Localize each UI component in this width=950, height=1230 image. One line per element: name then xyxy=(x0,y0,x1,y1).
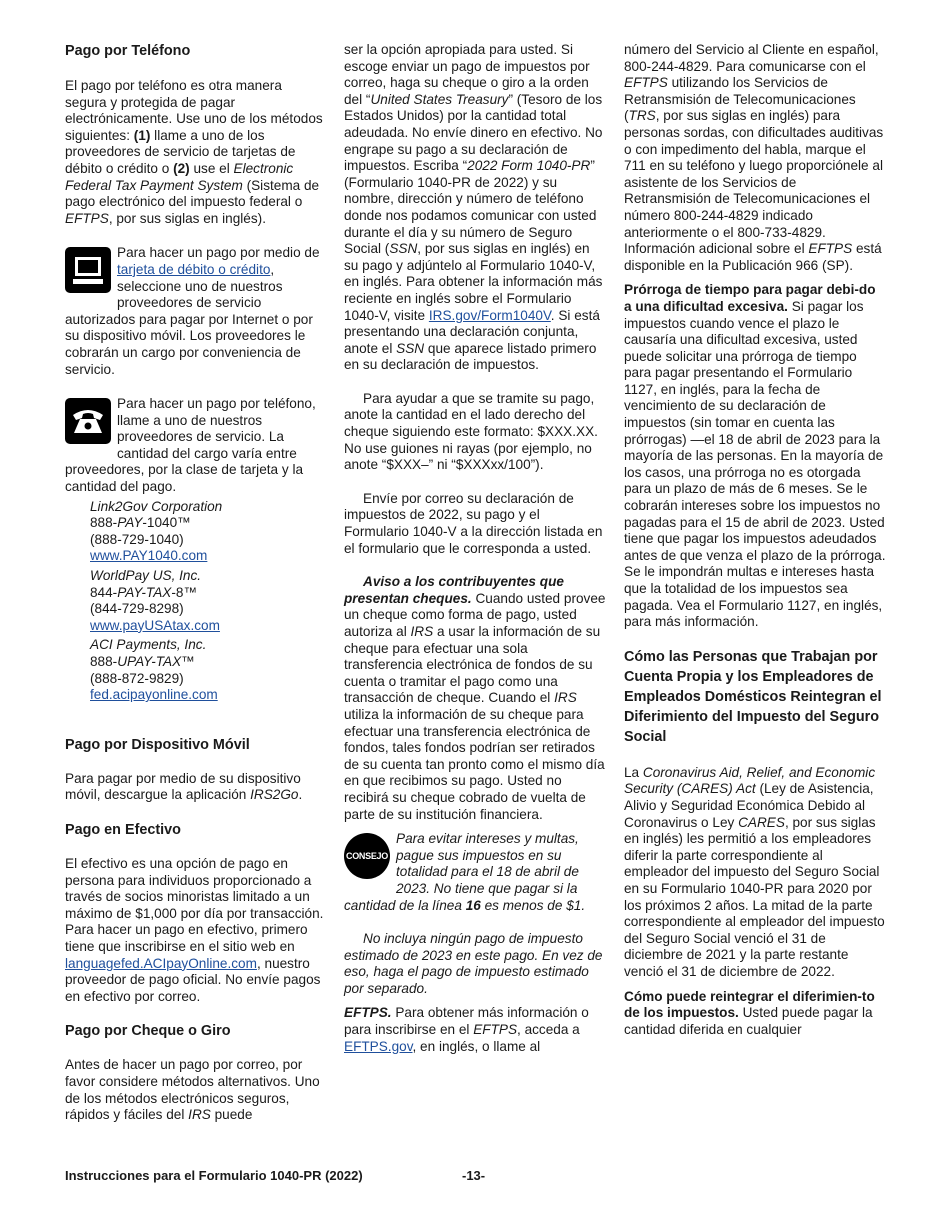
provider-3-link[interactable]: fed.acipayonline.com xyxy=(90,687,218,703)
heading-check-payment: Pago por Cheque o Giro xyxy=(65,1023,231,1040)
provider-list xyxy=(65,499,327,704)
cash-payment-link[interactable]: languagefed.ACIpayOnline.com xyxy=(65,955,257,971)
paragraph-cash: El efectivo es una opción de pago en persona para individuos proporcionado a través de socios minoristas limitado a un máximo de $1,000 por día por transacción. Para hacer un pago en efectivo, primero tiene que inscribirse en el sitio web en languagefed.ACIpayOnline.com, nuestro proveedor de pago oficial. No envíe pagos en efectivo por correo. xyxy=(65,855,324,1004)
phone-call-block xyxy=(65,396,327,496)
heading-mobile-payment: Pago por Dispositivo Móvil xyxy=(65,736,250,753)
paragraph-mobile: Para pagar por medio de su dispositivo móvil, descargue la aplicación IRS2Go. xyxy=(65,770,303,803)
eftps-link[interactable]: EFTPS.gov xyxy=(344,1038,413,1054)
paragraph-estimated-tax: No incluya ningún pago de impuesto estimado de 2023 en este pago. En vez de eso, haga el pago de impuesto estimado por separado. xyxy=(344,931,603,996)
heading-cash-payment: Pago en Efectivo xyxy=(65,821,181,838)
column-2 xyxy=(344,42,606,1055)
paragraph-phone-intro: El pago por teléfono es otra manera segura y protegida de pagar electrónicamente. Use uno de los métodos siguientes: (1) llame a uno de los proveedores de servicio de tarjetas de débito o crédito o (2) use el Electronic Federal Tax Payment System (Sistema de pago electrónico del impuesto federal o EFTPS, por sus siglas en inglés). xyxy=(65,78,323,226)
column-3 xyxy=(624,42,886,1038)
footer-title: Instrucciones para el Formulario 1040-PR (2022) xyxy=(65,1168,363,1183)
paragraph-card-payment: Para hacer un pago por medio de tarjeta de débito o crédito, seleccione uno de nuestros proveedores de servicio autorizados para pagar por Internet o por su dispositivo móvil. Los proveedores le cobrarán un cargo por conveniencia de servicio. xyxy=(65,245,320,377)
paragraph-check-instructions: ser la opción apropiada para usted. Si escoge enviar un pago de impuestos por correo, haga su cheque o giro a la orden del “United States Treasury” (Tesoro de los Estados Unidos) por la cantidad total adeudada. No envíe dinero en efectivo. No engrape su pago a su declaración de impuestos. Escriba “2022 Form 1040-PR” (Formulario 1040-PR de 2022) y su nombre, dirección y número de teléfono donde nos podamos comunicar con usted durante el día y su número de Seguro Social (SSN, por sus siglas en inglés) en su pago y adjúntelo al Formulario 1040-V, en inglés. Para obtener la información más reciente en inglés sobre el Formulario 1040-V, visite IRS.gov/Form1040V. Si está presentando una declaración conjunta, anote el SSN que aparece listado primero en su declaración de impuestos. xyxy=(344,42,603,373)
paragraph-hardship-extension: Prórroga de tiempo para pagar debi-do a una dificultad excesiva. Si pagar los impuestos cuando vence el plazo le causaría una dificultad excesiva, usted puede solicitar una prórroga de tiempo para pagar presentando el Formulario 1127, en inglés, para la fecha de vencimiento de su declaración de impuestos (sin tomar en cuenta las prórrogas) —el 18 de abril de 2023 para la mayoría de las personas. En la mayoría de los casos, una prórroga no es otorgada para un plazo de más de 6 meses. Se le cobrarán intereses sobre los impuestos no pagadas para el 15 de abril de 2023. Usted tiene que pagar los impuestos adeudados antes de que venza el plazo de la prórroga. Se le impondrán multas e intereses hasta que la totalidad de los impuestos sea pagada. Vea el Formulario 1127, en inglés, para más información. xyxy=(624,282,886,630)
column-1 xyxy=(65,42,327,1124)
card-payment-block xyxy=(65,245,327,378)
tip-block xyxy=(344,831,606,914)
paragraph-mail-return: Envíe por correo su declaración de impuestos de 2022, su pago y el Formulario 1040-V a la dirección listada en el formulario que le corresponda a usted. xyxy=(344,490,603,556)
paragraph-amount-format: Para ayudar a que se tramite su pago, anote la cantidad en el lado derecho del cheque siguiendo este formato: $XXX.XX. No use guiones ni rayas (por ejemplo, no anote “$XXX–” ni “$XXXxx/100”). xyxy=(344,390,598,473)
card-payment-link[interactable]: tarjeta de débito o crédito xyxy=(117,261,271,277)
form-1040v-link[interactable]: IRS.gov/Form1040V xyxy=(428,307,551,323)
paragraph-check-notice: Aviso a los contribuyentes que presentan cheques. Cuando usted provee un cheque como forma de pago, usted autoriza al IRS a usar la información de su cheque para efectuar una sola transferencia electrónica de fondos de su cuenta o tramitar el pago como una transacción de cheque. Cuando el IRS utiliza la información de su cheque para efectuar una transferencia electrónica de fondos, tales fondos podrían ser retirados de su cuenta tan pronto como el mismo día en que recibimos su pago. Usted no recibirá su cheque cobrado de vuelta de parte de su institución financiera. xyxy=(344,574,606,822)
provider-1: Link2Gov Corporation 888-PAY-1040™ (888-729-1040) www.PAY1040.com xyxy=(90,498,223,564)
page-number: -13- xyxy=(462,1168,486,1183)
tip-text: Para evitar intereses y multas, pague sus impuestos en su totalidad para el 18 de abril de 2023. No tiene que pagar si la cantidad de la línea 16 es menos de $1. xyxy=(344,831,586,913)
paragraph-eftps-contact: número del Servicio al Cliente en español, 800-244-4829. Para comunicarse con el EFTPS utilizando los Servicios de Retransmisión de Telecomunicaciones (TRS, por sus siglas en inglés) para personas sordas, con dificultades auditivas o con impedimento del habla, marque el 711 en su teléfono y luego proporciónele al asistente de los Servicios de Retransmisión de Telecomunicaciones el número 800-244-4829 indicado anteriormente o el 800-733-4829. Información adicional sobre el EFTPS está disponible en la Publicación 966 (SP). xyxy=(624,42,884,273)
provider-1-link[interactable]: www.PAY1040.com xyxy=(90,548,208,564)
paragraph-repay-deferral: Cómo puede reintegrar el diferimien-to de los impuestos. Usted puede pagar la cantidad diferida en cualquier xyxy=(624,988,875,1037)
paragraph-cares-act: La Coronavirus Aid, Relief, and Economic Security (CARES) Act (Ley de Asistencia, Alivio y Seguridad Económica Debido al Coronavirus o Ley CARES, por sus siglas en inglés) les permitió a los empleadores diferir la parte correspondiente al empleador del impuesto del Seguro Social en su Formulario 1040-PR para 2020 por los próximos 2 años. La mitad de la parte correspondiente al empleador del impuesto del Seguro Social venció el 31 de diciembre de 2021 y la parte restante venció el 31 de diciembre de 2022. xyxy=(624,764,885,979)
computer-icon xyxy=(65,247,111,293)
provider-3: ACI Payments, Inc. 888-UPAY-TAX™ (888-872-9829) fed.acipayonline.com xyxy=(90,637,218,703)
provider-2: WorldPay US, Inc. 844-PAY-TAX-8™ (844-729-8298) www.payUSAtax.com xyxy=(90,568,220,633)
paragraph-eftps: EFTPS. Para obtener más información o para inscribirse en el EFTPS, acceda a EFTPS.gov, en inglés, o llame al xyxy=(344,1005,589,1054)
paragraph-check-intro: Antes de hacer un pago por correo, por favor considere métodos alternativos. Uno de los métodos electrónicos seguros, rápidos y fáciles del IRS puede xyxy=(65,1057,320,1123)
heading-phone-payment: Pago por Teléfono xyxy=(65,43,191,59)
telephone-icon xyxy=(65,398,111,444)
tip-icon: CONSEJO xyxy=(344,833,390,879)
provider-2-link[interactable]: www.payUSAtax.com xyxy=(90,617,220,633)
paragraph-phone-call: Para hacer un pago por teléfono, llame a uno de nuestros proveedores de servicio. La cantidad del cargo varía entre proveedores, por la clase de tarjeta y la cantidad del pago. xyxy=(65,396,316,495)
heading-self-employed-deferral: Cómo las Personas que Trabajan por Cuenta Propia y los Empleadores de Empleados Domésticos Reintegran el Diferimiento del Impuesto del Seguro Social xyxy=(624,648,882,745)
